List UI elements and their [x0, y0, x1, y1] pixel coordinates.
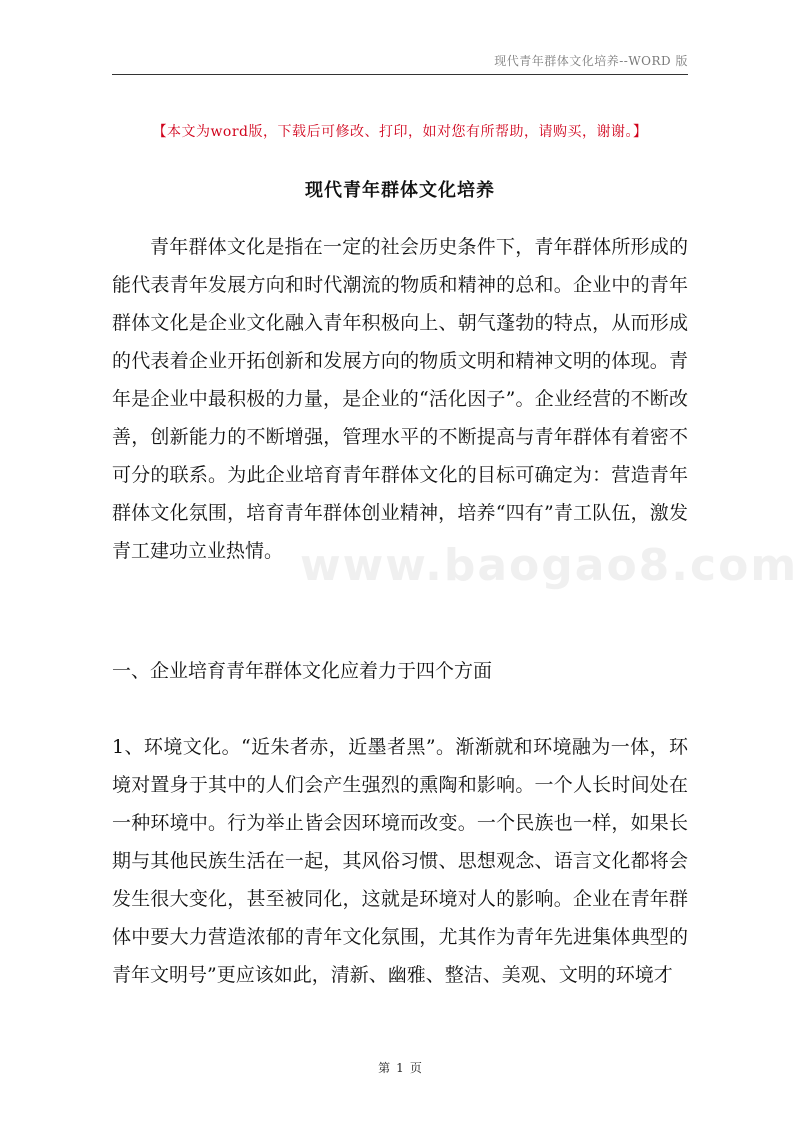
running-header: 现代青年群体文化培养--WORD 版 — [494, 54, 688, 68]
page-number: 1 — [396, 1061, 404, 1075]
page-suffix: 页 — [409, 1061, 422, 1075]
watermark: www.baogao8.com — [300, 540, 799, 591]
item-paragraph: 1、环境文化。“近朱者赤，近墨者黑”。渐渐就和环境融为一体，环境对置身于其中的人们会产生强烈的熏陶和影响。一个人长时间处在一种环境中。行为举止皆会因环境而改变。一个民族也一样，如果长期与其他民族生活在一起，其风俗习惯、思想观念、语言文化都将会发生很大变化，甚至被同化，这就是环境对人的影响。企业在青年群体中要大力营造浓郁的青年文化氛围，尤其作为青年先进集体典型的青年文明号”更应该如此，清新、幽雅、整洁、美观、文明的环境才 — [112, 736, 688, 986]
page-prefix: 第 — [378, 1061, 391, 1075]
purchase-notice: 【本文为word版，下载后可修改、打印，如对您有所帮助，请购买，谢谢。】 — [152, 124, 648, 140]
document-title: 现代青年群体文化培养 — [305, 180, 495, 201]
intro-paragraph: 青年群体文化是指在一定的社会历史条件下，青年群体所形成的能代表青年发展方向和时代潮流的物质和精神的总和。企业中的青年群体文化是企业文化融入青年积极向上、朝气蓬勃的特点，从而形成的代表着企业开拓创新和发展方向的物质文明和精神文明的体现。青年是企业中最积极的力量，是企业的“活化因子”。企业经营的不断改善，创新能力的不断增强，管理水平的不断提高与青年群体有着密不可分的联系。为此企业培育青年群体文化的目标可确定为：营造青年群体文化氛围，培育青年群体创业精神，培养“四有”青工队伍，激发青工建功立业热情。 — [112, 236, 688, 562]
section-heading: 一、企业培育青年群体文化应着力于四个方面 — [112, 660, 493, 682]
header-divider — [112, 74, 688, 75]
page-footer — [0, 1059, 800, 1076]
